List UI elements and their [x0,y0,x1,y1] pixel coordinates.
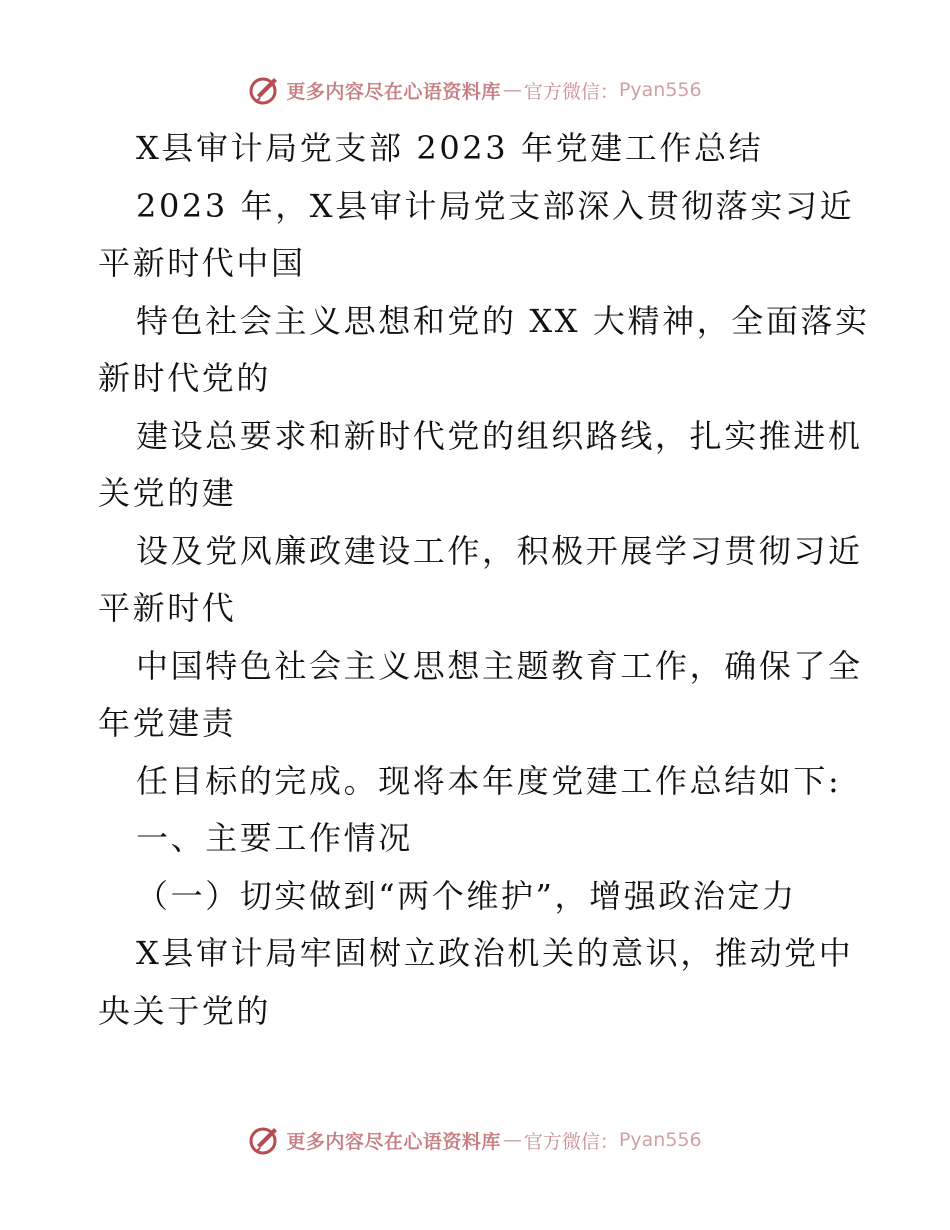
paragraph-line: 设及党风廉政建设工作，积极开展学习贯彻习近 [136,531,863,570]
watermark-footer [0,1120,950,1160]
paragraph-line: 特色社会主义思想和党的 XX 大精神，全面落实 [136,301,870,340]
paragraph-line: 平新时代 [98,589,237,627]
paragraph-line: 2023 年，X县审计局党支部深入贯彻落实习近 [136,186,855,225]
watermark-separator: — [502,79,522,101]
paragraph-line: X县审计局牢固树立政治机关的意识，推动党中 [136,934,854,972]
section-heading: 一、主要工作情况 [136,819,413,857]
document-body [98,120,870,1040]
watermark-wechat-label: 官方微信： [523,1130,619,1153]
quill-circle-icon [248,73,282,107]
paragraph-line: 建设总要求和新时代党的组织路线，扎实推进机 [136,416,863,455]
paragraph-line: 央关于党的 [98,991,272,1030]
watermark-wechat-id: Pyan556 [618,79,702,101]
watermark-separator: — [502,1129,522,1151]
paragraph-line: 中国特色社会主义思想主题教育工作，确保了全 [136,646,863,685]
paragraph-line: 新时代党的 [98,359,272,397]
paragraph-line: 年党建责 [98,704,237,742]
paragraph-line: 任目标的完成。现将本年度党建工作总结如下: [136,761,842,800]
document-title: X县审计局党支部 2023 年党建工作总结 [136,129,764,167]
watermark-brand: 更多内容尽在心语资料库 [286,1130,501,1153]
watermark-wechat-label: 官方微信： [523,80,619,103]
watermark-brand: 更多内容尽在心语资料库 [286,80,501,103]
quill-circle-icon [248,1123,282,1157]
paragraph-line: 关党的建 [98,474,237,512]
subsection-heading: （一）切实做到“两个维护”，增强政治定力 [136,876,797,915]
watermark-header [0,70,950,110]
paragraph-line: 平新时代中国 [98,244,306,282]
watermark-wechat-id: Pyan556 [618,1129,702,1151]
